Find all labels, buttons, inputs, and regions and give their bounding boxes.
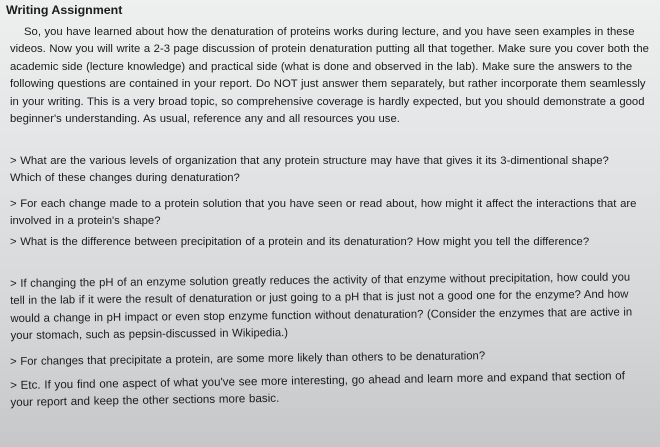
question-item: > For changes that precipitate a protein, are some more likely than others to be denaturation? <box>10 350 486 368</box>
question-item: > What are the various levels of organization that any protein structure may have that gives it its 3-dimentional shape? Which of these changes during denaturation? <box>10 155 609 185</box>
question-item: > Etc. If you find one aspect of what you've see more interesting, go ahead and learn more and expand that section of your report and keep the other sections more basic. <box>10 369 626 410</box>
assignment-title: Writing Assignment <box>6 3 123 17</box>
question-item: > If changing the pH of an enzyme solution greatly reduces the activity of that enzyme without precipitation, how could you tell in the lab if it were the result of denaturation or just going to a pH that is just not a good one for the enzyme? And how would a change in pH impact or even stop enzyme function without denaturation? (Consider the enzymes that are active in your stomach, such as pepsin-discussed in Wikipedia.) <box>10 271 633 343</box>
question-item: > What is the difference between precipitation of a protein and its denaturation? How might you tell the difference? <box>10 236 590 248</box>
intro-text: So, you have learned about how the denaturation of proteins works during lecture, and you have seen examples in these videos. Now you will write a 2-3 page discussion of protein denaturation putting all that together. Make sure you cover both the academic side (lecture knowledge) and practical side (what is done and observed in the lab). Make sure the answers to the following questions are contained in your report. Do NOT just answer them separately, but rather incorporate them seamlessly in your writing. This is a very broad topic, so comprehensive coverage is hardly expected, but you should demonstrate a good beginner's understanding. As usual, reference any and all resources you use. <box>10 26 649 126</box>
intro-paragraph <box>10 24 650 128</box>
question-item: > For each change made to a protein solution that you have seen or read about, how might it affect the interactions that are involved in a protein's shape? <box>10 198 637 228</box>
